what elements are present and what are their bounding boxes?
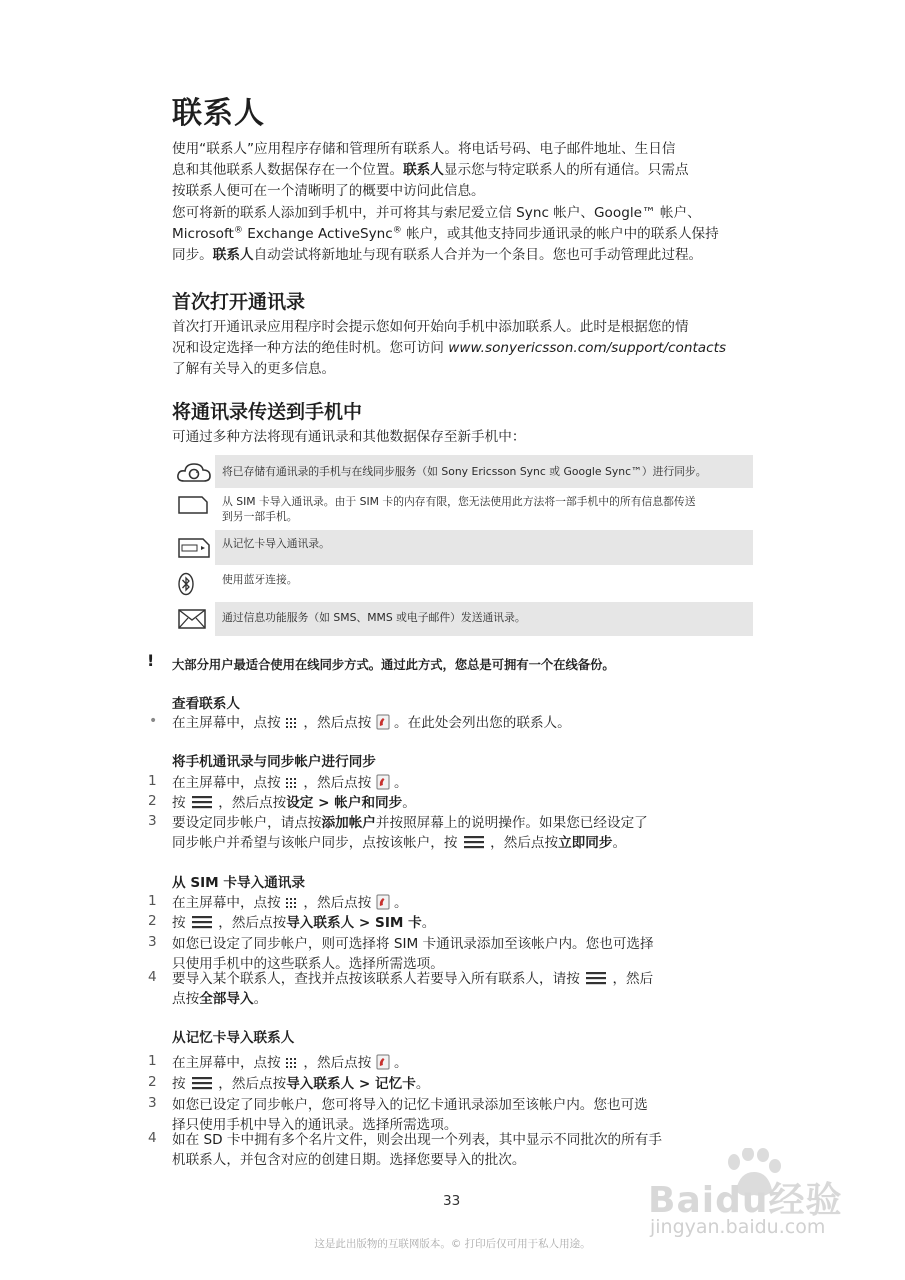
app-grid-icon	[285, 717, 299, 729]
text-line: 如您已设定了同步帐户，则可选择将 SIM 卡通讯录添加至该帐户内。您也可选择	[172, 936, 654, 952]
sim-step-4	[172, 969, 732, 1009]
app-grid-icon	[285, 1057, 299, 1069]
memcard-step-2	[172, 1074, 429, 1094]
step-number: 3	[148, 813, 157, 829]
step-number: 2	[148, 913, 157, 929]
text-span: 按	[172, 1076, 186, 1092]
contacts-app-icon	[376, 714, 390, 730]
page-number: 33	[443, 1193, 461, 1209]
sim-step-1	[172, 893, 408, 913]
sync-step-1	[172, 773, 408, 793]
memory-card-icon	[177, 537, 211, 559]
app-grid-icon	[285, 777, 299, 789]
menu-icon	[462, 833, 486, 851]
text-span: 。在此处会列出您的联系人。	[394, 715, 571, 731]
step-number: 4	[148, 969, 157, 985]
text-span: 点按	[172, 991, 200, 1007]
bluetooth-icon	[178, 572, 194, 596]
step-number: 3	[148, 1095, 157, 1111]
subheading-memcard-import: 从记忆卡导入联系人	[172, 1030, 295, 1046]
text-span: 在主屏幕中，点按	[172, 1055, 281, 1071]
bold-span: 联系人	[403, 162, 444, 178]
method-row-memcard-text: 从记忆卡导入通讯录。	[222, 537, 330, 550]
envelope-icon	[177, 608, 207, 630]
step-number: 4	[148, 1130, 157, 1146]
text-span: 。	[394, 895, 408, 911]
sim-step-3	[172, 934, 732, 974]
step-number: 2	[148, 793, 157, 809]
contacts-app-icon	[376, 894, 390, 910]
intro-paragraph-2	[172, 203, 792, 266]
text-line: 您可将新的联系人添加到手机中，并可将其与索尼爱立信 Sync 帐户、Google™ 帐户、	[172, 205, 701, 221]
bold-span: 设定	[286, 795, 314, 811]
text-line: 按联系人便可在一个清晰明了的概要中访问此信息。	[172, 183, 485, 199]
bold-span: 添加帐户	[321, 815, 376, 831]
bold-span: 导入联系人	[286, 915, 355, 931]
text-span: ，然后点按	[218, 795, 287, 811]
text-span: ，然后点按	[303, 895, 372, 911]
memcard-step-3	[172, 1095, 732, 1135]
step-number: 2	[148, 1074, 157, 1090]
method-row-sim-text	[222, 494, 750, 524]
registered-mark: ®	[392, 225, 402, 236]
cloud-sync-icon	[176, 461, 212, 485]
text-span: 帐户，或其他支持同步通讯录的帐户中的联系人保持	[401, 226, 719, 242]
bold-span: 导入联系人	[286, 1076, 355, 1092]
text-span: Exchange ActiveSync	[242, 226, 393, 242]
method-row-bluetooth-text: 使用蓝牙连接。	[222, 573, 298, 586]
text-span: ，然后	[612, 971, 654, 987]
bold-span: 帐户和同步	[334, 795, 403, 811]
separator: >	[354, 915, 376, 931]
separator: >	[354, 1076, 376, 1092]
contacts-app-icon	[376, 774, 390, 790]
sim-step-2	[172, 913, 435, 933]
text-span: 。	[402, 795, 416, 811]
text-span: 。	[421, 915, 436, 931]
step-number: 3	[148, 934, 157, 950]
text-line: 如在 SD 卡中拥有多个名片文件，则会出现一个列表，其中显示不同批次的所有手	[172, 1132, 662, 1148]
step-number: 1	[148, 893, 157, 909]
text-line: 机联系人，并包含对应的创建日期。选择您要导入的批次。	[172, 1152, 526, 1168]
bullet-marker: •	[149, 713, 158, 729]
text-span: Microsoft	[172, 226, 234, 242]
exclamation-icon: !	[147, 651, 155, 670]
method-row-cloud-text: 将已存储有通讯录的手机与在线同步服务（如 Sony Ericsson Sync 或 Google Sync™）进行同步。	[222, 465, 707, 478]
text-line: 到另一部手机。	[222, 510, 298, 523]
bold-span: 立即同步	[558, 835, 613, 851]
watermark-url: jingyan.baidu.com	[650, 1216, 826, 1238]
section-heading-first-open: 首次打开通讯录	[172, 291, 306, 313]
subheading-view-contacts: 查看联系人	[172, 696, 240, 712]
support-link[interactable]: www.sonyericsson.com/support/contacts	[448, 340, 727, 356]
section-heading-transfer: 将通讯录传送到手机中	[172, 401, 363, 423]
text-span: 在主屏幕中，点按	[172, 775, 281, 791]
menu-icon	[190, 793, 214, 811]
text-span: 同步。	[172, 247, 213, 263]
text-span: 。	[253, 991, 268, 1007]
text-span: ，然后点按	[218, 1076, 287, 1092]
text-span: 并按照屏幕上的说明操作。如果您已经设定了	[375, 815, 648, 831]
method-row-message-text: 通过信息功能服务（如 SMS、MMS 或电子邮件）发送通讯录。	[222, 611, 526, 624]
sim-card-icon	[177, 495, 209, 515]
menu-icon	[190, 1074, 214, 1092]
text-span: ，然后点按	[218, 915, 287, 931]
text-span: ，然后点按	[490, 835, 559, 851]
text-line: 只使用手机中的这些联系人。选择所需选项。	[172, 956, 444, 972]
bold-span: 记忆卡	[375, 1076, 416, 1092]
sync-step-3	[172, 813, 732, 853]
contacts-app-icon	[376, 1054, 390, 1070]
step-number: 1	[148, 773, 157, 789]
intro-paragraph-1	[172, 139, 772, 202]
menu-icon	[584, 969, 608, 987]
section2-intro: 可通过多种方法将现有通讯录和其他数据保存至新手机中：	[172, 429, 526, 445]
text-span: 况和设定选择一种方法的绝佳时机。您可访问	[172, 340, 449, 356]
memcard-step-1	[172, 1053, 408, 1073]
text-span: 。	[612, 835, 627, 851]
text-span: 按	[172, 795, 186, 811]
bold-span: 联系人	[212, 247, 254, 263]
text-span: 自动尝试将新地址与现有联系人合并为一个条目。您也可手动管理此过程。	[253, 247, 703, 263]
text-span: 要导入某个联系人，查找并点按该联系人若要导入所有联系人，请按	[172, 971, 580, 987]
text-span: 。	[394, 775, 408, 791]
text-span: 。	[415, 1076, 430, 1092]
text-span: 息和其他联系人数据保存在一个位置。	[172, 162, 404, 178]
copyright-footer: 这是此出版物的互联网版本。© 打印后仅可用于私人用途。	[314, 1238, 591, 1250]
text-span: 显示您与特定联系人的所有通信。只需点	[443, 162, 689, 178]
text-span: 在主屏幕中，点按	[172, 715, 281, 731]
section1-paragraph	[172, 317, 792, 380]
text-span: 要设定同步帐户，请点按	[172, 815, 322, 831]
text-line: 从 SIM 卡导入通讯录。由于 SIM 卡的内存有限，您无法使用此方法将一部手机中的所有信息都传送	[222, 495, 696, 508]
watermark-brand: Baidu经验	[648, 1180, 843, 1221]
page-title: 联系人	[172, 96, 265, 131]
menu-icon	[190, 913, 214, 931]
separator: >	[313, 795, 335, 811]
subheading-sync: 将手机通讯录与同步帐户进行同步	[172, 754, 376, 770]
text-span: ，然后点按	[303, 1055, 372, 1071]
text-line: 如您已设定了同步帐户，您可将导入的记忆卡通讯录添加至该帐户内。您也可选	[172, 1097, 648, 1113]
tip-note: 大部分用户最适合使用在线同步方式。通过此方式，您总是可拥有一个在线备份。	[172, 658, 615, 672]
text-span: 在主屏幕中，点按	[172, 895, 281, 911]
subheading-sim-import: 从 SIM 卡导入通讯录	[172, 875, 305, 891]
text-line: 了解有关导入的更多信息。	[172, 361, 336, 377]
text-span: ，然后点按	[303, 715, 372, 731]
app-grid-icon	[285, 897, 299, 909]
text-span: 按	[172, 915, 186, 931]
text-line: 择只使用手机中导入的通讯录。选择所需选项。	[172, 1117, 458, 1133]
text-line: 使用“联系人”应用程序存储和管理所有联系人。将电话号码、电子邮件地址、生日信	[172, 141, 676, 157]
registered-mark: ®	[233, 225, 243, 236]
text-line: 首次打开通讯录应用程序时会提示您如何开始向手机中添加联系人。此时是根据您的情	[172, 319, 689, 335]
sync-step-2	[172, 793, 416, 813]
text-span: ，然后点按	[303, 775, 372, 791]
bold-span: SIM 卡	[375, 915, 422, 931]
step-number: 1	[148, 1053, 157, 1069]
bold-span: 全部导入	[199, 991, 254, 1007]
view-step	[172, 713, 571, 733]
memcard-step-4	[172, 1130, 732, 1170]
text-span: 同步帐户并希望与该帐户同步，点按该帐户，按	[172, 835, 458, 851]
text-span: 。	[394, 1055, 408, 1071]
